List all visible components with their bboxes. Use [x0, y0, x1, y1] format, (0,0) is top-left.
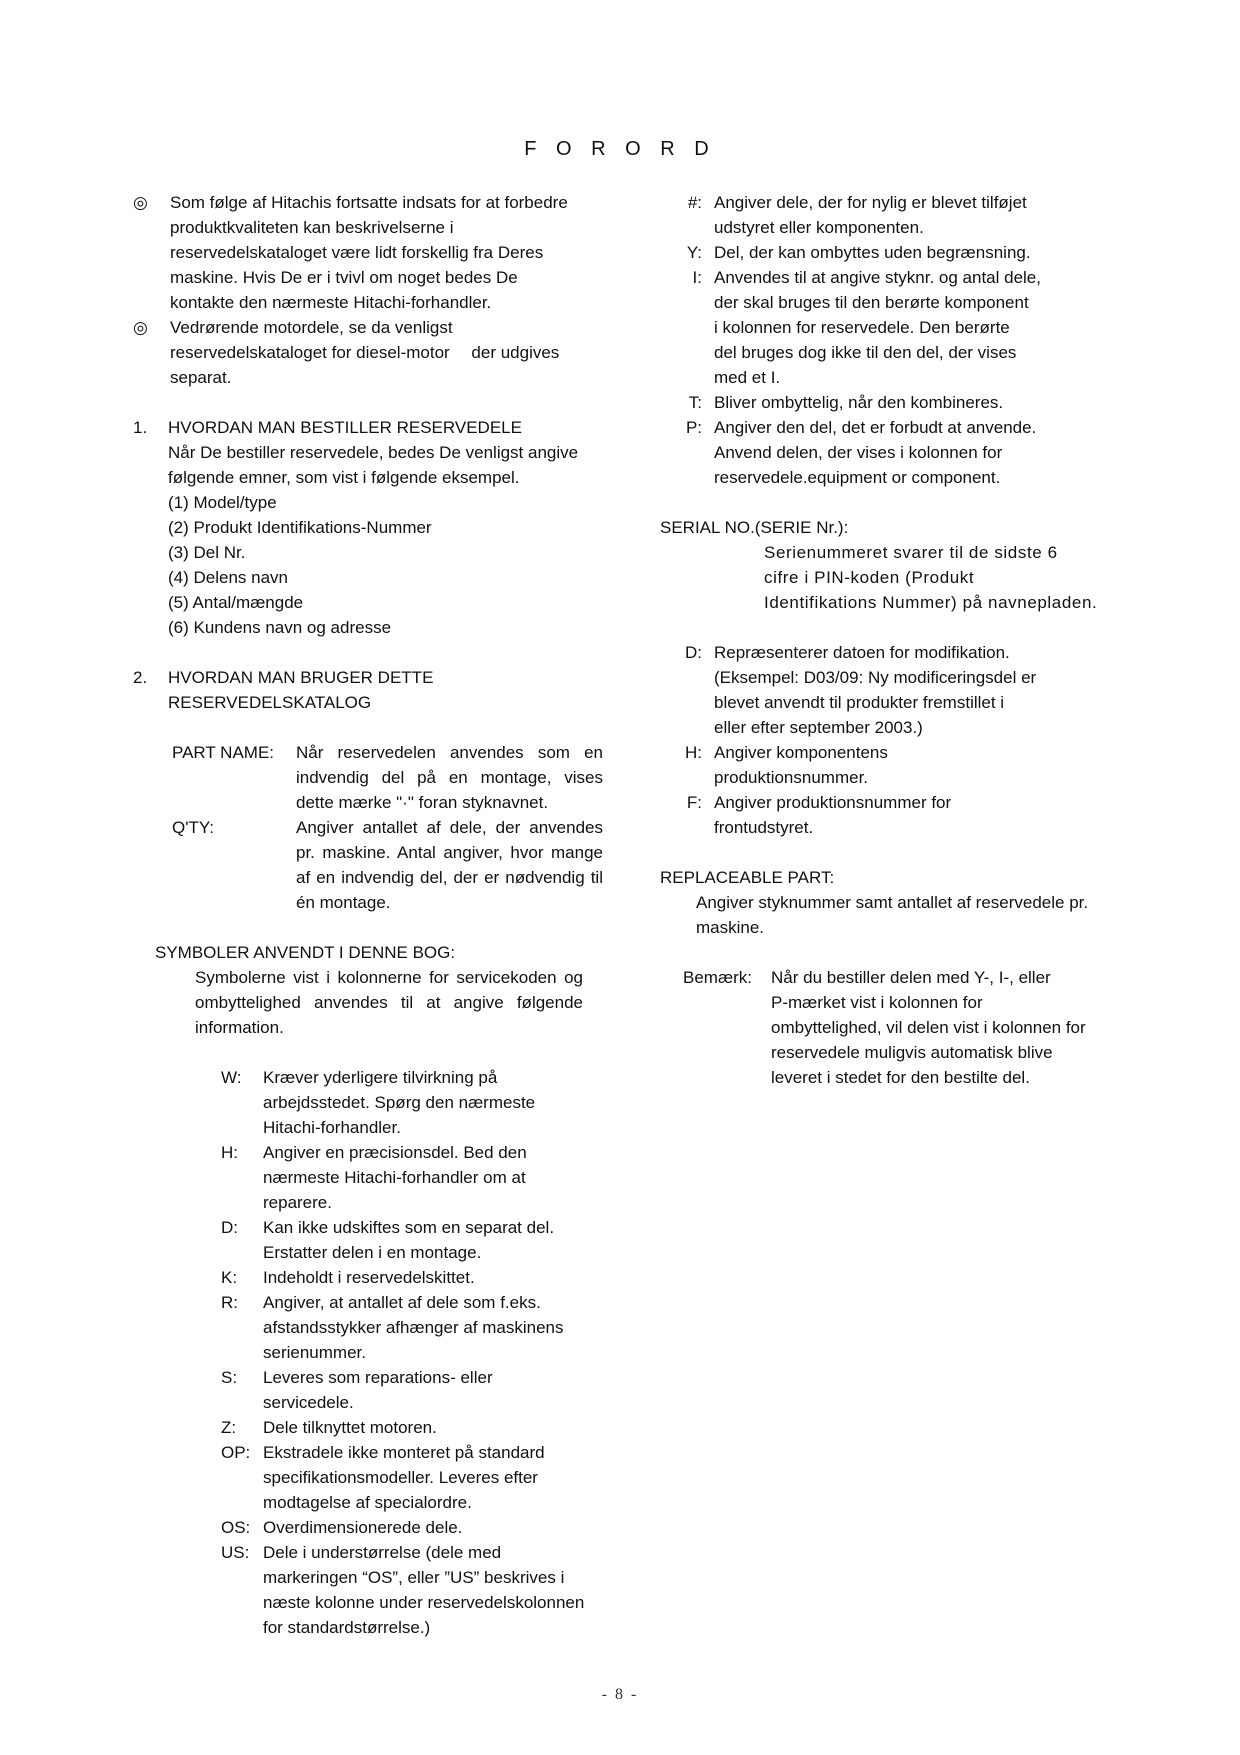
- symbol-description: Ekstradele ikke monteret på standard specifikationsmodeller. Leveres efter modtagelse af specialordre.: [263, 1443, 545, 1512]
- symbol-code: S:: [221, 1368, 238, 1387]
- list-item: (4) Delens navn: [168, 568, 289, 587]
- term-label: PART NAME:: [172, 743, 275, 762]
- symbol-row: [221, 1215, 603, 1265]
- symbol-row: [221, 1515, 603, 1540]
- symbol-description: Angiver den del, det er forbudt at anvende. Anvend delen, der vises i kolonnen for reservedele.equipment or component.: [714, 418, 1037, 487]
- left-column: [133, 190, 603, 1640]
- symbol-code: US:: [221, 1543, 250, 1562]
- bullet-text: Vedrørende motordele, se da venligst reservedelskataloget for diesel-motor der udgives separat.: [170, 318, 560, 387]
- term-definitions: [133, 740, 603, 915]
- symbol-row: [221, 1440, 603, 1515]
- section-number: 2.: [133, 668, 148, 687]
- symbol-description: Angiver komponentens produktionsnummer.: [714, 743, 888, 787]
- symbol-description: Anvendes til at angive styknr. og antal dele, der skal bruges til den berørte komponent i kolonnen for reservedele. Den berørte del bruges dog ikke til den del, der vises med et I.: [714, 268, 1041, 387]
- symbol-code: Z:: [221, 1418, 237, 1437]
- list-item: (1) Model/type: [168, 493, 277, 512]
- symbol-code: W:: [221, 1068, 242, 1087]
- replaceable-text: Angiver styknummer samt antallet af reservedele pr. maskine.: [696, 893, 1089, 937]
- symbol-code: H:: [221, 1143, 238, 1162]
- symbol-list: [660, 640, 1120, 840]
- symbols-heading: SYMBOLER ANVENDT I DENNE BOG:: [155, 943, 456, 962]
- symbol-code: F:: [686, 793, 702, 812]
- note-bullet: [133, 315, 603, 390]
- symbol-code: OP:: [221, 1443, 251, 1462]
- symbol-description: Bliver ombyttelig, når den kombineres.: [714, 393, 1004, 412]
- symbol-code: P:: [685, 418, 702, 437]
- symbol-row: [221, 1065, 603, 1140]
- symbol-description: Angiver en præcisionsdel. Bed den nærmeste Hitachi-forhandler om at reparere.: [263, 1143, 527, 1212]
- symbol-row: [660, 240, 1120, 265]
- remark-text: Når du bestiller delen med Y-, I-, eller P-mærket vist i kolonnen for ombyttelighed, vil delen vist i kolonnen for reservedele muligvis automatisk blive leveret i stedet for den bestilte del.: [771, 968, 1086, 1087]
- symbol-description: Leveres som reparations- eller servicedele.: [263, 1368, 493, 1412]
- serial-text: Serienummeret svarer til de sidste 6 cifre i PIN-koden (Produkt Identifikations Nummer) på navnepladen.: [764, 543, 1098, 612]
- symbol-row: [660, 740, 1120, 790]
- right-column: [660, 190, 1120, 1090]
- page-title: F O R O R D: [524, 138, 716, 160]
- symbol-list: [660, 190, 1120, 490]
- replaceable-heading: REPLACEABLE PART:: [660, 868, 835, 887]
- symbol-description: Del, der kan ombyttes uden begrænsning.: [714, 243, 1031, 262]
- remark-label: Bemærk:: [683, 968, 752, 987]
- symbol-row: [221, 1415, 603, 1440]
- list-item: (5) Antal/mængde: [168, 593, 304, 612]
- section-1-heading: [133, 415, 603, 440]
- double-circle-icon: ◎: [133, 318, 148, 337]
- symbol-description: Kræver yderligere tilvirkning på arbejdsstedet. Spørg den nærmeste Hitachi-forhandler.: [263, 1068, 536, 1137]
- term-text: Når reservedelen anvendes som en indvendig del på en montage, vises dette mærke "·" foran styknavnet.: [296, 743, 603, 812]
- list-item: (3) Del Nr.: [168, 543, 246, 562]
- symbol-description: Dele tilknyttet motoren.: [263, 1418, 437, 1437]
- symbol-description: Indeholdt i reservedelskittet.: [263, 1268, 475, 1287]
- symbol-description: Angiver dele, der for nylig er blevet tilføjet udstyret eller komponenten.: [714, 193, 1027, 237]
- symbol-row: [660, 190, 1120, 240]
- term-text: Angiver antallet af dele, der anvendes pr. maskine. Antal angiver, hvor mange af en indvendig del, der er nødvendig til én montage.: [296, 818, 603, 912]
- symbol-row: [221, 1265, 603, 1290]
- symbol-description: Angiver, at antallet af dele som f.eks. afstandsstykker afhænger af maskinens serienummer.: [263, 1293, 564, 1362]
- symbol-list: [133, 1065, 603, 1640]
- serial-heading: SERIAL NO.(SERIE Nr.):: [660, 518, 849, 537]
- symbol-row: [221, 1540, 603, 1640]
- symbols-intro: Symbolerne vist i kolonnerne for servicekoden og ombyttelighed anvendes til at angive følgende information.: [195, 968, 583, 1037]
- symbol-row: [660, 415, 1120, 490]
- symbol-code: R:: [221, 1293, 238, 1312]
- symbol-row: [660, 640, 1120, 740]
- symbol-description: Kan ikke udskiftes som en separat del. Erstatter delen i en montage.: [263, 1218, 555, 1262]
- section-title: HVORDAN MAN BESTILLER RESERVEDELE: [168, 418, 522, 437]
- page-number: - 8 -: [601, 1686, 639, 1703]
- section-2-heading: [133, 665, 603, 715]
- bullet-text: Som følge af Hitachis fortsatte indsats for at forbedre produktkvaliteten kan beskrivelserne i reservedelskataloget være lidt forskellig fra Deres maskine. Hvis De er i tvivl om noget bedes De kontakte den nærmeste Hitachi-forhandler.: [170, 193, 568, 312]
- list-item: (6) Kundens navn og adresse: [168, 618, 392, 637]
- definition-row: [172, 815, 603, 915]
- symbol-row: [221, 1140, 603, 1215]
- section-number: 1.: [133, 418, 148, 437]
- symbol-description: Angiver produktionsnummer for frontudstyret.: [714, 793, 952, 837]
- symbol-code: K:: [221, 1268, 238, 1287]
- symbol-description: Repræsenterer datoen for modifikation. (Eksempel: D03/09: Ny modificeringsdel er blevet anvendt til produkter fremstillet i eller efter september 2003.): [714, 643, 1037, 737]
- symbol-row: [221, 1290, 603, 1365]
- symbol-code: T:: [688, 393, 702, 412]
- list-item: (2) Produkt Identifikations-Nummer: [168, 518, 432, 537]
- symbol-row: [660, 390, 1120, 415]
- symbol-row: [660, 265, 1120, 390]
- note-bullet: [133, 190, 603, 315]
- symbol-code: Y:: [686, 243, 702, 262]
- symbol-description: Overdimensionerede dele.: [263, 1518, 463, 1537]
- section-1-body: Når De bestiller reservedele, bedes De venligst angive følgende emner, som vist i følgende eksempel. (1) Model/type (2) Produkt Identifikations-Nummer (3) Del Nr. (4) Delens navn (5) Antal/mængde (6) Kundens navn og adresse: [133, 440, 603, 640]
- term-label: Q'TY:: [172, 818, 214, 837]
- symbol-row: [221, 1365, 603, 1415]
- symbol-description: Dele i understørrelse (dele med markeringen “OS”, eller ”US” beskrives i næste kolonne under reservedelskolonnen for standardstørrelse.): [263, 1543, 585, 1637]
- symbol-code: OS:: [221, 1518, 251, 1537]
- remark: [660, 965, 1120, 1090]
- definition-row: [172, 740, 603, 815]
- symbol-code: D:: [221, 1218, 238, 1237]
- symbol-code: D:: [685, 643, 702, 662]
- symbol-code: #:: [687, 193, 702, 212]
- double-circle-icon: ◎: [133, 193, 148, 212]
- symbol-code: H:: [685, 743, 702, 762]
- symbol-row: [660, 790, 1120, 840]
- section-title: HVORDAN MAN BRUGER DETTE RESERVEDELSKATALOG: [168, 668, 434, 712]
- symbol-code: I:: [692, 268, 702, 287]
